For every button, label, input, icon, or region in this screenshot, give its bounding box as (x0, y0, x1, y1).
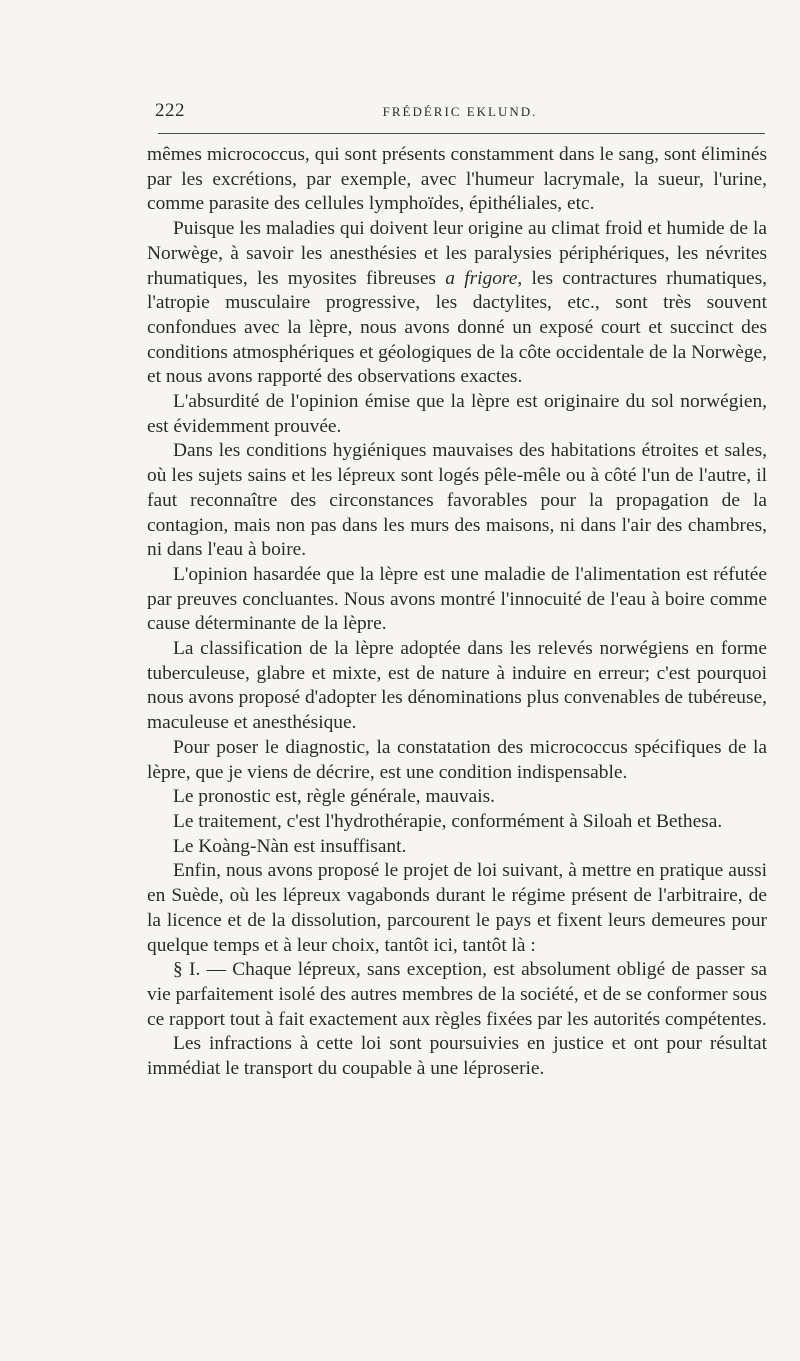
paragraph: Les infractions à cette loi sont poursuivies en justice et ont pour résultat immédiat le transport du coupable à une léproserie. (147, 1033, 767, 1080)
paragraph-text: , les contractures rhumatiques, l'atropie musculaire progressive, les dactylites, etc., sont très souvent confondues avec la lèpre, nous avons donné un exposé court et succinct des conditions atmosphériques et géologiques de la côte occidentale de la Norwège, et nous avons rapporté des observations exactes. (147, 267, 767, 388)
paragraph: Pour poser le diagnostic, la constatation des micrococcus spécifiques de la lèpre, que je viens de décrire, est une condition indispensable. (147, 736, 767, 783)
running-head: FRÉDÉRIC EKLUND. (382, 104, 538, 119)
latin-term: a frigore (445, 267, 518, 289)
paragraph: § I. — Chaque lépreux, sans exception, est absolument obligé de passer sa vie parfaitement isolé des autres membres de la société, et de se conformer sous ce rapport tout à fait exactement aux règles fixées par les autorités compétentes. (147, 959, 767, 1030)
paragraph: Dans les conditions hygiéniques mauvaises des habitations étroites et sales, où les sujets sains et les lépreux sont logés pêle-mêle ou à côté l'un de l'autre, il faut reconnaître des circonstances favorables pour la propagation de la contagion, mais non pas dans les murs des maisons, ni dans l'air des chambres, ni dans l'eau à boire. (147, 440, 767, 561)
paragraph: Le traitement, c'est l'hydrothérapie, conformément à Siloah et Bethesa. (173, 810, 723, 832)
paragraph: Le Koàng-Nàn est insuffisant. (173, 835, 407, 857)
paragraph: Le pronostic est, règle générale, mauvais. (173, 786, 495, 808)
paragraph: La classification de la lèpre adoptée dans les relevés norwégiens en forme tuberculeuse, glabre et mixte, est de nature à induire en erreur; c'est pourquoi nous avons proposé d'adopter les dénominations plus convenables de tubéreuse, maculeuse et anesthésique. (147, 638, 767, 734)
header-rule (158, 133, 765, 134)
paragraph-text: Puisque les maladies qui doivent leur origine au climat froid et humide de la Norwège, à savoir les anesthésies et les paralysies périphériques, les névrites rhumatiques, les myosites fibreuses (147, 218, 767, 289)
page-number: 222 (155, 100, 185, 121)
paragraph: L'absurdité de l'opinion émise que la lèpre est originaire du sol norwégien, est évidemment prouvée. (147, 391, 767, 437)
page-header (155, 100, 765, 130)
paragraph: Enfin, nous avons proposé le projet de loi suivant, à mettre en pratique aussi en Suède, où les lépreux vagabonds durant le régime présent de l'arbitraire, de la licence et de la dissolution, parcourent le pays et fixent leurs demeures pour quelque temps et à leur choix, tantôt ici, tantôt là : (147, 860, 767, 956)
paragraph (147, 217, 767, 390)
body-text (147, 143, 767, 1082)
paragraph: L'opinion hasardée que la lèpre est une maladie de l'alimentation est réfutée par preuves concluantes. Nous avons montré l'innocuité de l'eau à boire comme cause déterminante de la lèpre. (147, 563, 767, 635)
paragraph: mêmes micrococcus, qui sont présents constamment dans le sang, sont éliminés par les excrétions, par exemple, avec l'humeur lacrymale, la sueur, l'urine, comme parasite des cellules lymphoïdes, épithéliales, etc. (147, 144, 767, 215)
